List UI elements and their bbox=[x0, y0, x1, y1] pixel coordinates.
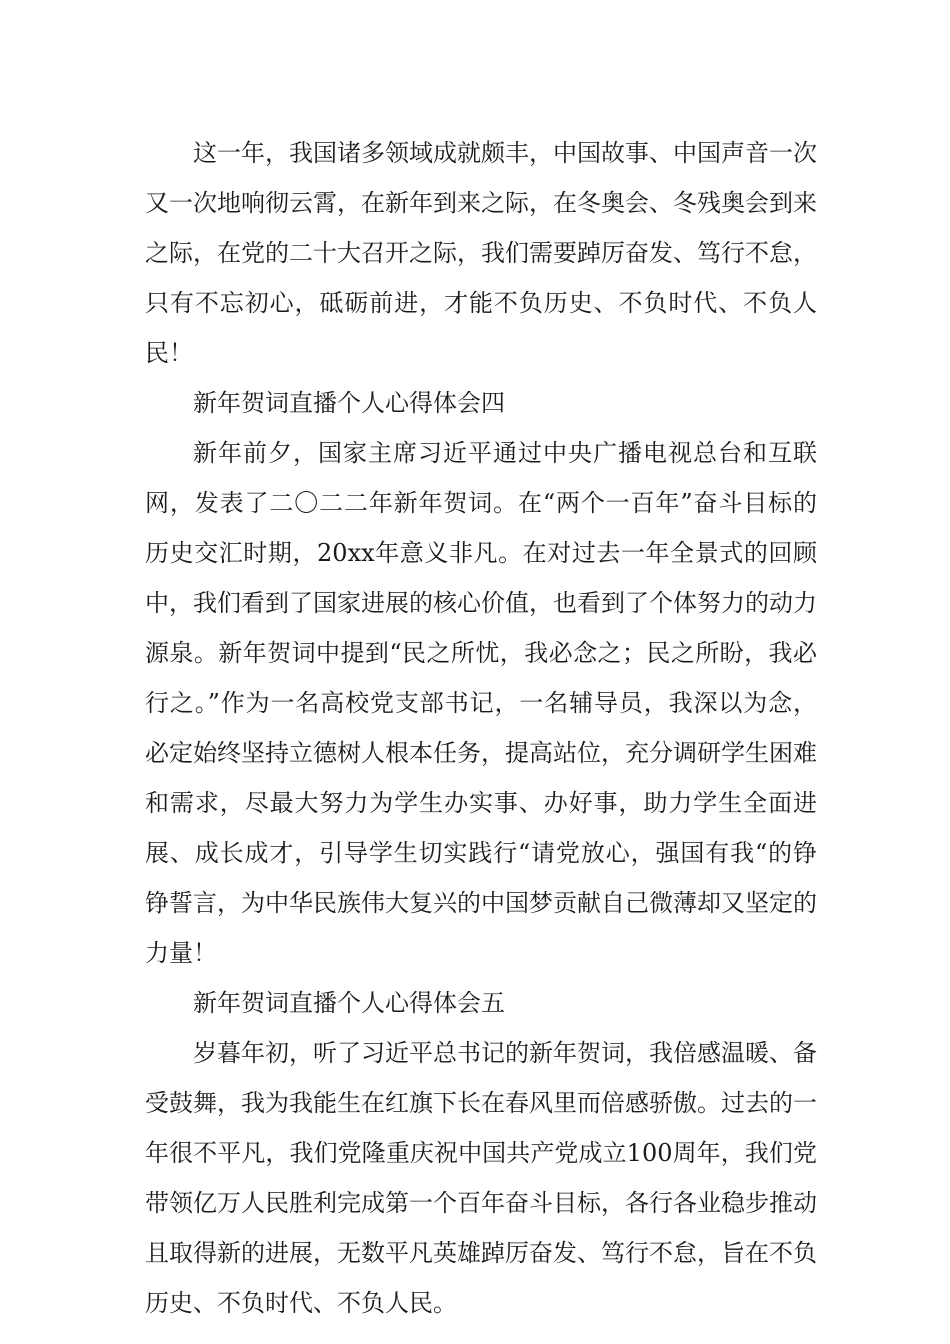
document-page bbox=[145, 128, 817, 1328]
section-heading: 新年贺词直播个人心得体会四 bbox=[193, 389, 505, 417]
body-paragraph: 这一年，我国诸多领域成就颇丰，中国故事、中国声音一次又一次地响彻云霄，在新年到来之际，在冬奥会、冬残奥会到来之际，在党的二十大召开之际，我们需要踔厉奋发、笃行不怠，只有不忘初心，砥砺前进，才能不负历史、不负时代、不负人民！ bbox=[145, 139, 817, 367]
body-paragraph: 新年前夕，国家主席习近平通过中央广播电视总台和互联网，发表了二〇二二年新年贺词。在“两个一百年”奋斗目标的历史交汇时期，20xx年意义非凡。在对过去一年全景式的回顾中，我们看到了国家进展的核心价值，也看到了个体努力的动力源泉。新年贺词中提到“民之所忧，我必念之；民之所盼，我必行之。”作为一名高校党支部书记，一名辅导员，我深以为念，必定始终坚持立德树人根本任务，提高站位，充分调研学生困难和需求，尽最大努力为学生办实事、办好事，助力学生全面进展、成长成才，引导学生切实践行“请党放心，强国有我“的铮铮誓言，为中华民族伟大复兴的中国梦贡献自己微薄却又坚定的力量！ bbox=[145, 439, 817, 967]
section-heading: 新年贺词直播个人心得体会五 bbox=[193, 989, 505, 1017]
body-paragraph: 岁暮年初，听了习近平总书记的新年贺词，我倍感温暖、备受鼓舞，我为我能生在红旗下长在春风里而倍感骄傲。过去的一年很不平凡，我们党隆重庆祝中国共产党成立100周年，我们党带领亿万人民胜利完成第一个百年奋斗目标，各行各业稳步推动且取得新的进展，无数平凡英雄踔厉奋发、笃行不怠，旨在不负历史、不负时代、不负人民。 bbox=[145, 1039, 817, 1317]
